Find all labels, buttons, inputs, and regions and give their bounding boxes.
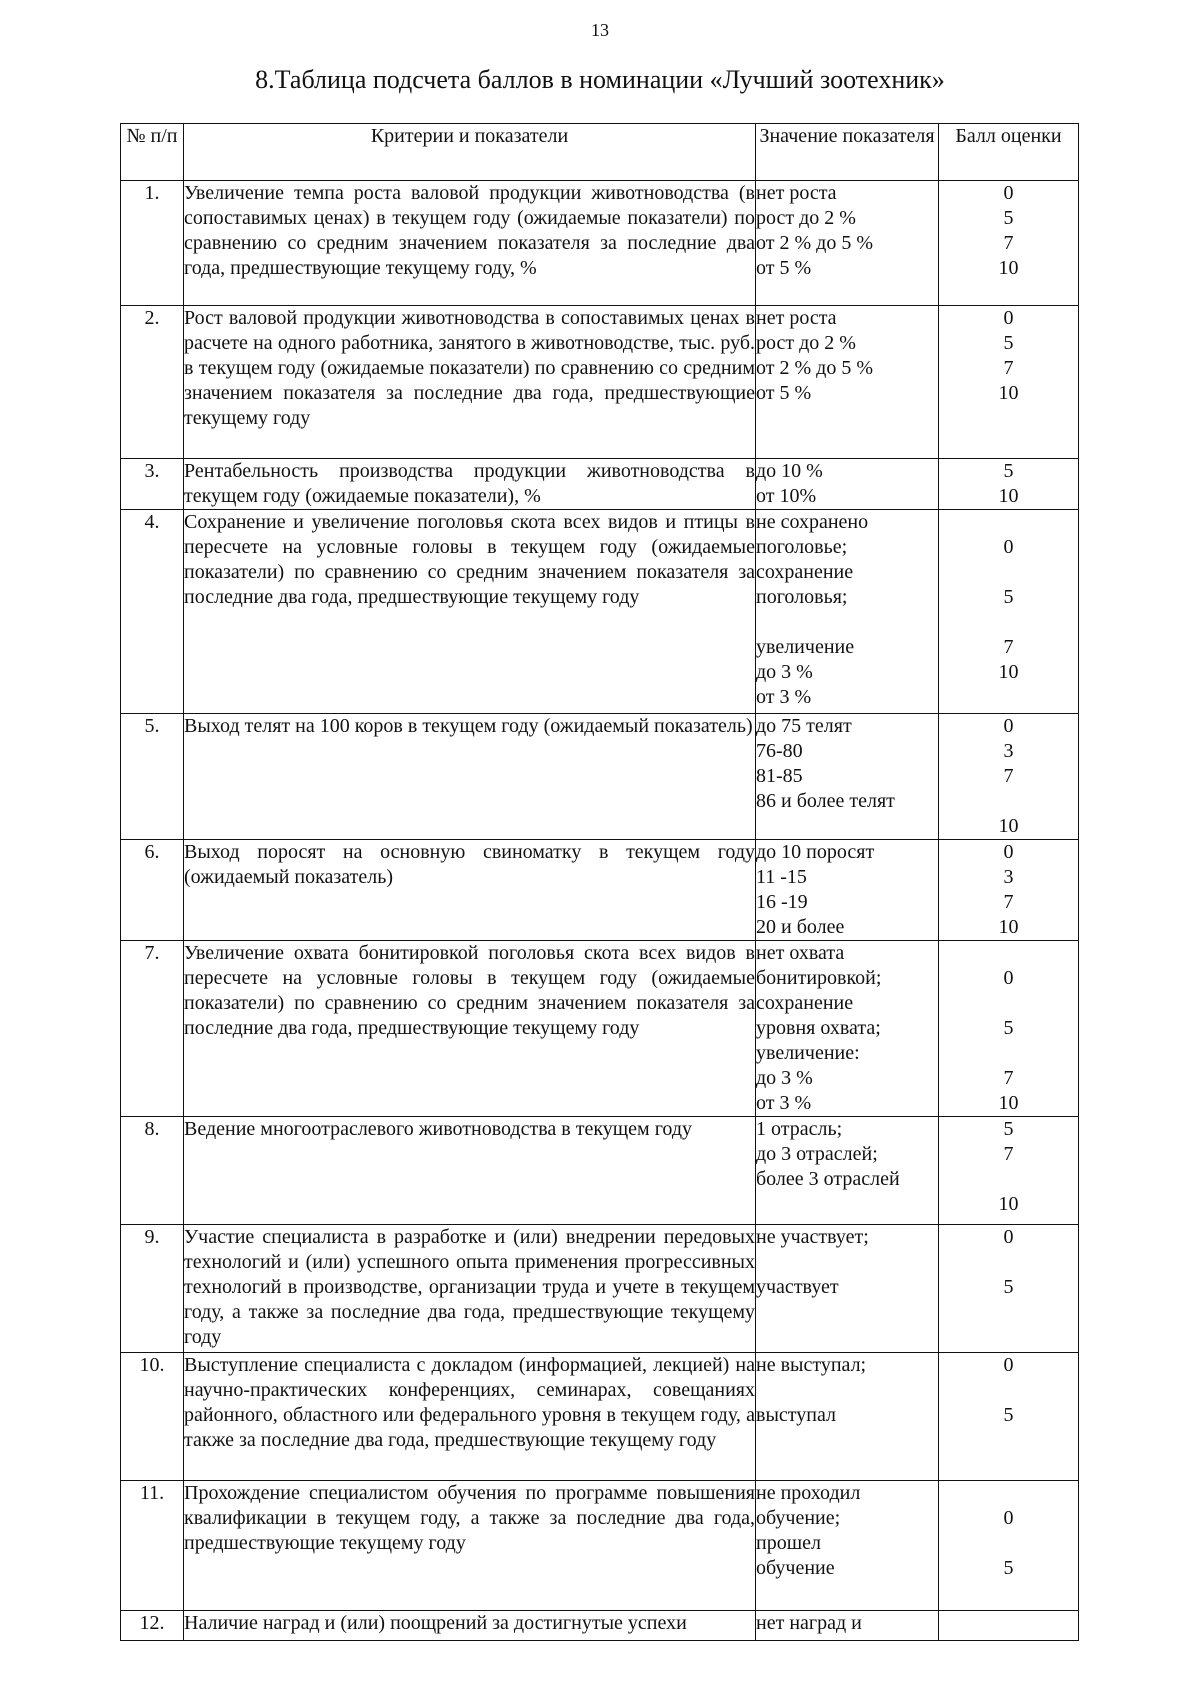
score-cell (939, 1225, 1079, 1353)
score-line (939, 1041, 1078, 1066)
score-line: 0 (1003, 1354, 1014, 1376)
value-line: от 5 % (756, 257, 812, 279)
value-line: участвует (756, 1276, 839, 1298)
row-number: 1. (121, 181, 184, 306)
value-line: от 5 % (756, 382, 812, 404)
criteria-text: Выход телят на 100 коров в текущем году (ожидаемый показатель) (184, 714, 756, 840)
score-line (939, 1611, 1078, 1636)
score-line: 10 (998, 916, 1019, 938)
score-line: 10 (998, 815, 1019, 837)
score-line (939, 991, 1078, 1016)
table-row (121, 1225, 1079, 1353)
score-line: 7 (1003, 891, 1014, 913)
value-line: не проходил (756, 1482, 861, 1504)
score-line: 5 (1003, 1276, 1014, 1298)
row-number: 6. (121, 840, 184, 941)
score-line: 7 (1003, 636, 1014, 658)
score-line (939, 1167, 1078, 1192)
value-cell (756, 459, 939, 510)
value-line: от 2 % до 5 % (756, 232, 873, 254)
scoring-table (120, 123, 1079, 1641)
score-cell (939, 1353, 1079, 1481)
value-cell (756, 941, 939, 1117)
value-line: обучение; (756, 1507, 841, 1529)
score-line: 10 (998, 382, 1019, 404)
header-criteria: Критерии и показатели (184, 124, 756, 181)
criteria-text: Увеличение охвата бонитировкой поголовья скота всех видов в пересчете на условные головы в текущем году (ожидаемые показатели) по сравнению со средним значением показателя за последние два года, предшествующие текущему году (184, 941, 756, 1117)
value-line: поголовья; (756, 586, 848, 608)
table-row (121, 1611, 1079, 1641)
value-line: обучение (756, 1557, 835, 1579)
score-cell (939, 714, 1079, 840)
value-line: 81-85 (756, 765, 803, 787)
value-line (756, 1250, 938, 1275)
score-line: 3 (1003, 866, 1014, 888)
table-row (121, 306, 1079, 459)
value-line (756, 610, 938, 635)
value-cell (756, 1611, 939, 1641)
score-line (939, 685, 1078, 710)
value-cell (756, 510, 939, 714)
value-line: до 3 отраслей; (756, 1143, 878, 1165)
table-row (121, 941, 1079, 1117)
score-line: 5 (1003, 1017, 1014, 1039)
value-line: 1 отрасль; (756, 1118, 843, 1140)
value-line: прошел (756, 1532, 821, 1554)
score-cell (939, 459, 1079, 510)
score-line: 5 (1003, 1118, 1014, 1140)
score-line: 5 (1003, 332, 1014, 354)
value-line: уровня охвата; (756, 1017, 881, 1039)
value-line: 76-80 (756, 740, 803, 762)
score-cell (939, 306, 1079, 459)
table-body (121, 181, 1079, 1641)
score-line: 7 (1003, 765, 1014, 787)
table-row (121, 1353, 1079, 1481)
value-line: не участвует; (756, 1226, 869, 1248)
score-cell (939, 1117, 1079, 1225)
score-line: 5 (1003, 207, 1014, 229)
score-line: 10 (998, 485, 1019, 507)
score-line (939, 789, 1078, 814)
score-line: 7 (1003, 232, 1014, 254)
table-row (121, 1481, 1079, 1611)
value-line: выступал (756, 1404, 836, 1426)
score-line: 7 (1003, 1067, 1014, 1089)
value-line: до 3 % (756, 1067, 813, 1089)
value-line: нет охвата (756, 942, 845, 964)
value-line: от 3 % (756, 1092, 812, 1114)
value-line: увеличение: (756, 1042, 860, 1064)
value-cell (756, 714, 939, 840)
score-line (939, 610, 1078, 635)
score-line: 5 (1003, 460, 1014, 482)
value-line (756, 814, 938, 839)
row-number: 12. (121, 1611, 184, 1641)
score-line: 0 (1003, 841, 1014, 863)
row-number: 3. (121, 459, 184, 510)
value-line: 20 и более (756, 916, 845, 938)
value-cell (756, 1353, 939, 1481)
value-line: сохранение (756, 992, 854, 1014)
document-title: 8.Таблица подсчета баллов в номинации «Лучший зоотехник» (255, 65, 945, 94)
score-line (939, 510, 1078, 535)
value-line: не сохранено (756, 511, 869, 533)
value-line: не выступал; (756, 1354, 867, 1376)
value-line: от 10% (756, 485, 817, 507)
score-line: 5 (1003, 1557, 1014, 1579)
value-line: от 3 % (756, 686, 812, 708)
value-cell (756, 840, 939, 941)
value-line: поголовье; (756, 536, 848, 558)
row-number: 2. (121, 306, 184, 459)
value-cell (756, 1117, 939, 1225)
score-line: 0 (1003, 967, 1014, 989)
page-number: 13 (591, 20, 609, 40)
criteria-text: Выход поросят на основную свиноматку в текущем году (ожидаемый показатель) (184, 840, 756, 941)
score-line: 10 (998, 1092, 1019, 1114)
value-line: до 10 % (756, 460, 823, 482)
score-line: 10 (998, 1193, 1019, 1215)
score-line: 0 (1003, 182, 1014, 204)
value-cell (756, 1481, 939, 1611)
row-number: 4. (121, 510, 184, 714)
score-line: 10 (998, 257, 1019, 279)
value-line: от 2 % до 5 % (756, 357, 873, 379)
table-header-row (121, 124, 1079, 181)
score-line (939, 1378, 1078, 1403)
score-line (939, 941, 1078, 966)
score-line: 7 (1003, 1143, 1014, 1165)
criteria-text: Рост валовой продукции животноводства в сопоставимых ценах в расчете на одного работника, занятого в животноводстве, тыс. руб. в текущем году (ожидаемые показатели) по сравнению со средним значением показателя за последние два года, предшествующие текущему году (184, 306, 756, 459)
table-row (121, 1117, 1079, 1225)
value-line: более 3 отраслей (756, 1168, 900, 1190)
score-line: 0 (1003, 536, 1014, 558)
value-line: 11 -15 (756, 866, 807, 888)
row-number: 9. (121, 1225, 184, 1353)
table-row (121, 181, 1079, 306)
score-line: 0 (1003, 1507, 1014, 1529)
value-line: сохранение (756, 561, 854, 583)
row-number: 10. (121, 1353, 184, 1481)
row-number: 7. (121, 941, 184, 1117)
value-line: рост до 2 % (756, 332, 856, 354)
score-line: 10 (998, 661, 1019, 683)
score-line: 3 (1003, 740, 1014, 762)
criteria-text: Сохранение и увеличение поголовья скота всех видов и птицы в пересчете на условные головы в текущем году (ожидаемые показатели) по сравнению со средним значением показателя за последние два года, предшествующие текущему году (184, 510, 756, 714)
value-line (756, 1378, 938, 1403)
score-cell (939, 181, 1079, 306)
value-line: увеличение (756, 636, 855, 658)
score-cell (939, 840, 1079, 941)
value-cell (756, 306, 939, 459)
value-line: до 10 поросят (756, 841, 875, 863)
score-line (939, 1481, 1078, 1506)
value-cell (756, 181, 939, 306)
criteria-text: Участие специалиста в разработке и (или) внедрении передовых технологий и (или) успешного опыта применения прогрессивных технологий в производстве, организации труда и учете в текущем году, а также за последние два года, предшествующие текущему году (184, 1225, 756, 1353)
score-line (939, 1531, 1078, 1556)
value-line: до 3 % (756, 661, 813, 683)
criteria-text: Выступление специалиста с докладом (информацией, лекцией) на научно-практических конференциях, семинарах, совещаниях районного, областного или федерального уровня в текущем году, а также за последние два года, предшествующие текущему году (184, 1353, 756, 1481)
criteria-text: Увеличение темпа роста валовой продукции животноводства (в сопоставимых ценах) в текущем году (ожидаемые показатели) по сравнению со средним значением показателя за последние два года, предшествующие текущему году, % (184, 181, 756, 306)
value-line: рост до 2 % (756, 207, 856, 229)
row-number: 5. (121, 714, 184, 840)
value-line: нет роста (756, 182, 837, 204)
header-num: № п/п (121, 124, 184, 181)
header-score: Балл оценки (939, 124, 1079, 181)
table-row (121, 510, 1079, 714)
value-line (756, 1192, 938, 1217)
value-line: нет роста (756, 307, 837, 329)
row-number: 8. (121, 1117, 184, 1225)
score-cell (939, 1481, 1079, 1611)
row-number: 11. (121, 1481, 184, 1611)
criteria-text: Ведение многоотраслевого животноводства в текущем году (184, 1117, 756, 1225)
criteria-text: Рентабельность производства продукции животноводства в текущем году (ожидаемые показатели), % (184, 459, 756, 510)
value-line: 16 -19 (756, 891, 808, 913)
score-cell (939, 941, 1079, 1117)
table-row (121, 714, 1079, 840)
value-line: бонитировкой; (756, 967, 882, 989)
score-line (939, 560, 1078, 585)
value-line: 86 и более телят (756, 790, 895, 812)
score-line: 7 (1003, 357, 1014, 379)
score-line: 5 (1003, 1404, 1014, 1426)
score-line: 0 (1003, 307, 1014, 329)
value-line: до 75 телят (756, 715, 852, 737)
score-line (939, 1250, 1078, 1275)
score-cell (939, 1611, 1079, 1641)
score-line: 5 (1003, 586, 1014, 608)
table-row (121, 459, 1079, 510)
value-cell (756, 1225, 939, 1353)
criteria-text: Наличие наград и (или) поощрений за достигнутые успехи (184, 1611, 756, 1641)
value-line: нет наград и (756, 1612, 862, 1634)
criteria-text: Прохождение специалистом обучения по программе повышения квалификации в текущем году, а также за последние два года, предшествующие текущему году (184, 1481, 756, 1611)
score-cell (939, 510, 1079, 714)
header-value: Значение показателя (756, 124, 939, 181)
score-line: 0 (1003, 1226, 1014, 1248)
table-row (121, 840, 1079, 941)
score-line: 0 (1003, 715, 1014, 737)
